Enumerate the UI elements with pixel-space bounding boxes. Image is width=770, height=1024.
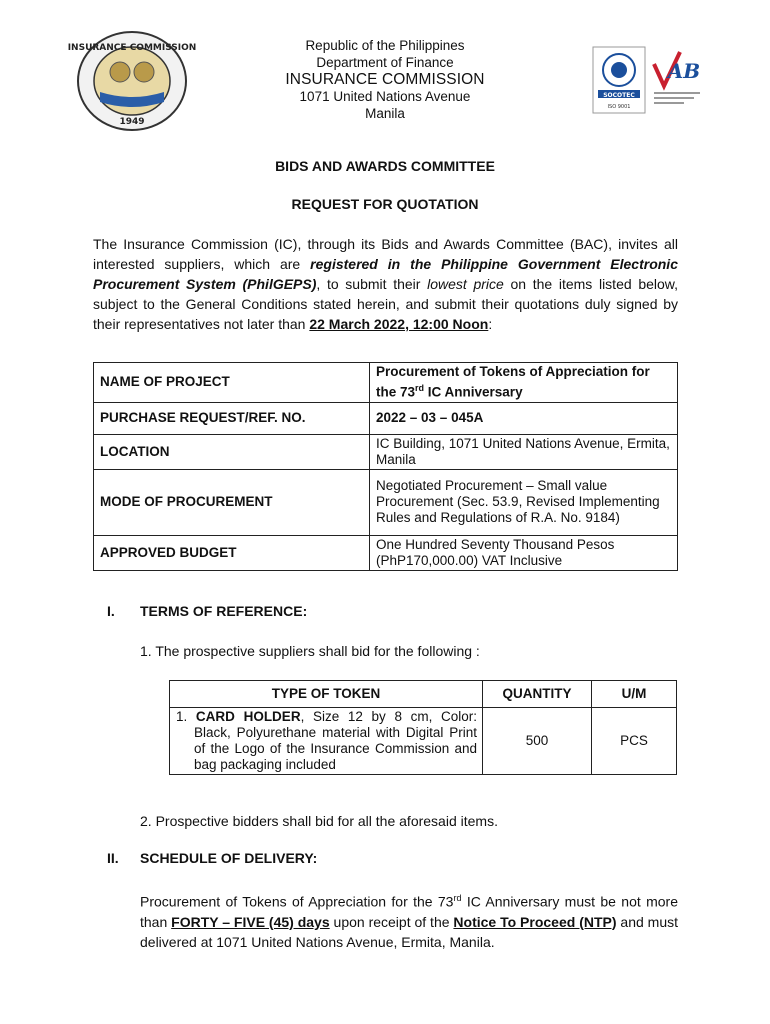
delivery-text-2: IC Anniversary must be not more than <box>140 893 678 930</box>
delivery-days: FORTY – FIVE (45) days <box>171 913 330 930</box>
intro-text-2: , to submit their <box>316 276 428 292</box>
ab-accreditation-icon <box>650 46 704 114</box>
token-details: , Size 12 by 8 cm, Color: Black, Polyurethane material with Digital Print of the Logo of the Insurance Commission and bag packaging included <box>194 709 478 772</box>
cert1-label: SOCOTEC <box>603 92 635 99</box>
project-details-table <box>93 362 678 571</box>
seal-title: INSURANCE COMMISSION <box>67 43 197 53</box>
col-quantity: QUANTITY <box>483 681 592 708</box>
address-line: 1071 United Nations Avenue <box>299 89 471 104</box>
terms-item-2: 2. Prospective bidders shall bid for all the aforesaid items. <box>140 813 498 829</box>
section-1-title: TERMS OF REFERENCE: <box>140 603 308 619</box>
agency-name: INSURANCE COMMISSION <box>285 71 485 88</box>
letterhead <box>255 37 515 122</box>
notice-to-proceed: Notice To Proceed (NTP) <box>453 913 617 930</box>
project-label: NAME OF PROJECT <box>94 363 370 403</box>
delivery-sup: rd <box>453 893 462 903</box>
table-row <box>94 434 678 469</box>
location-value: IC Building, 1071 United Nations Avenue, Ermita, Manila <box>370 434 678 469</box>
token-number: 1. <box>176 709 188 724</box>
mode-label: MODE OF PROCUREMENT <box>94 469 370 535</box>
table-row <box>94 535 678 570</box>
project-value <box>370 363 678 403</box>
table-row <box>170 708 677 775</box>
delivery-text-3: upon receipt of the <box>329 913 454 930</box>
intro-colon: : <box>488 316 493 332</box>
section-2-title: SCHEDULE OF DELIVERY: <box>140 850 318 866</box>
table-header-row <box>170 681 677 708</box>
delivery-text-1: Procurement of Tokens of Appreciation for the 73 <box>140 893 454 910</box>
submission-deadline: 22 March 2022, 12:00 Noon <box>309 316 489 332</box>
tokens-table <box>169 680 677 775</box>
token-description <box>170 708 483 775</box>
intro-text-3: on the items listed below, subject to the General Conditions stated herein, and submit their quotations duly signed by their representatives not later than <box>93 276 679 332</box>
intro-paragraph <box>93 234 678 334</box>
budget-value: One Hundred Seventy Thousand Pesos (PhP170,000.00) VAT Inclusive <box>370 535 678 570</box>
lowest-price-text: lowest price <box>427 276 504 292</box>
project-value-sup: rd <box>415 383 425 393</box>
token-unit: PCS <box>592 708 677 775</box>
section-2-number: II. <box>107 850 119 866</box>
mode-value: Negotiated Procurement – Small value Procurement (Sec. 53.9, Revised Implementing Rules and Regulations of R.A. No. 9184) <box>370 469 678 535</box>
pr-label: PURCHASE REQUEST/REF. NO. <box>94 402 370 434</box>
token-name: CARD HOLDER <box>195 709 301 724</box>
budget-label: APPROVED BUDGET <box>94 535 370 570</box>
project-value-text-2: IC Anniversary <box>424 384 523 400</box>
intro-text-1: The Insurance Commission (IC), through its Bids and Awards Committee (BAC), invites all interested suppliers, which are <box>93 236 678 272</box>
cert2-label: AB <box>667 59 701 83</box>
col-unit-of-measure: U/M <box>592 681 677 708</box>
republic-line: Republic of the Philippines <box>305 38 465 53</box>
city-line: Manila <box>365 106 405 121</box>
project-value-text: Procurement of Tokens of Appreciation for the 73 <box>376 364 650 400</box>
table-row <box>94 363 678 403</box>
cert1-standard: ISO 9001 <box>607 104 631 110</box>
table-row <box>94 402 678 434</box>
department-line: Department of Finance <box>316 55 454 70</box>
seal-year: 1949 <box>119 117 145 127</box>
philgeps-requirement: registered in the Philippine Government Electronic Procurement System (PhilGEPS) <box>93 256 678 292</box>
delivery-text-4: and must delivered at 1071 United Nations Avenue, Ermita, Manila. <box>140 913 679 950</box>
committee-heading: BIDS AND AWARDS COMMITTEE <box>275 158 495 174</box>
terms-item-1: 1. The prospective suppliers shall bid for the following : <box>140 643 480 659</box>
document-title: REQUEST FOR QUOTATION <box>291 196 479 212</box>
socotec-certification-icon <box>592 46 646 114</box>
pr-value: 2022 – 03 – 045A <box>370 402 678 434</box>
delivery-paragraph <box>140 888 678 952</box>
col-type-of-token: TYPE OF TOKEN <box>170 681 483 708</box>
insurance-commission-seal-icon <box>67 30 197 132</box>
token-quantity: 500 <box>483 708 592 775</box>
location-label: LOCATION <box>94 434 370 469</box>
section-1-number: I. <box>107 603 115 619</box>
table-row <box>94 469 678 535</box>
